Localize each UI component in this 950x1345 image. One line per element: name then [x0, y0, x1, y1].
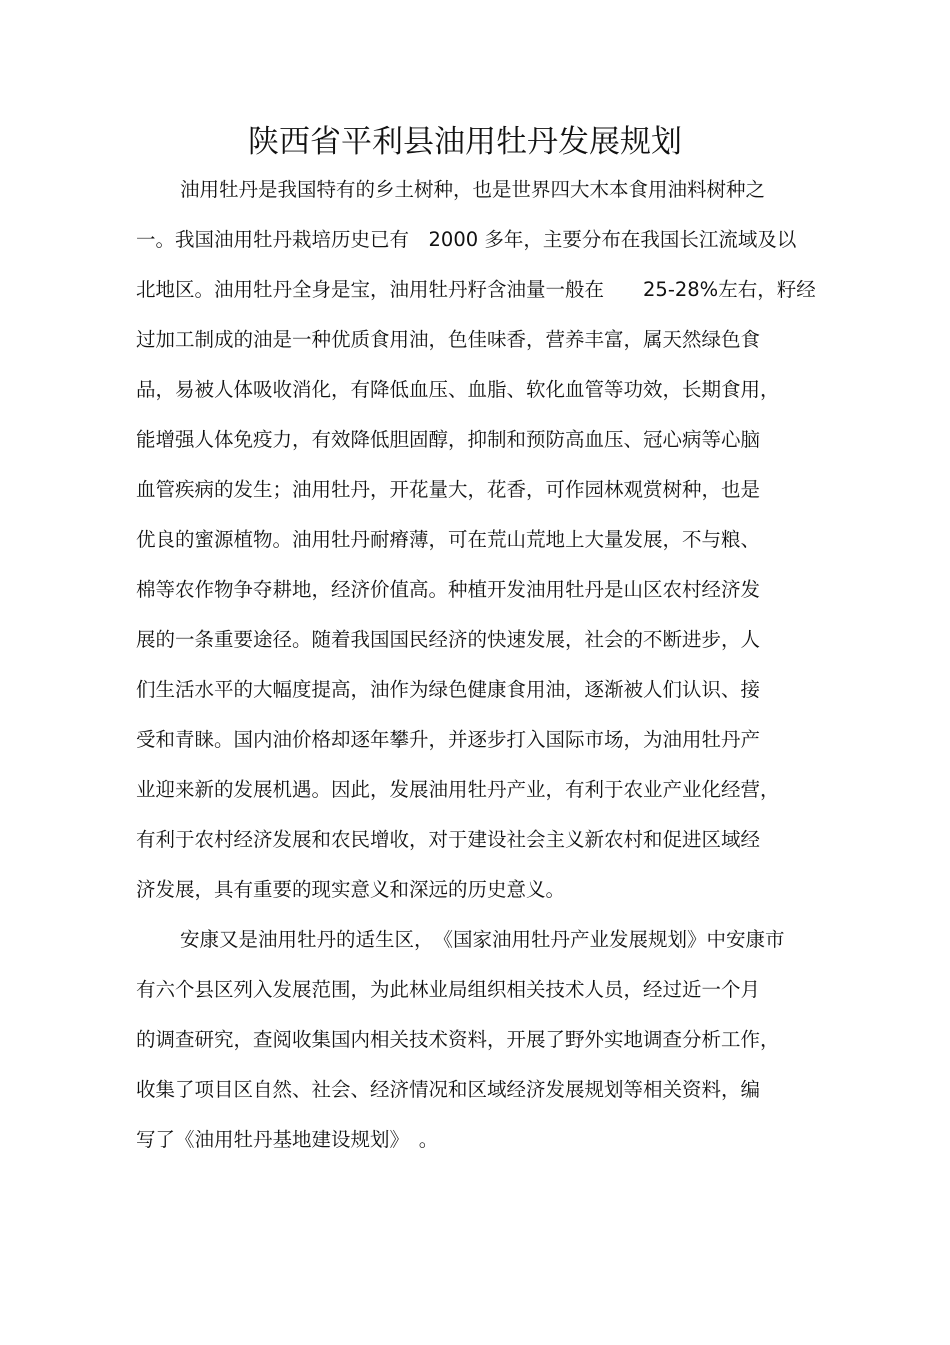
paragraph-2-line-3: 的调查研究，查阅收集国内相关技术资料，开展了野外实地调查分析工作， [136, 1028, 780, 1051]
paragraph-1-line-9: 棉等农作物争夺耕地，经济价值高。种植开发油用牡丹是山区农村经济发 [136, 578, 761, 601]
paragraph-1-line-6: 能增强人体免疫力，有效降低胆固醇，抑制和预防高血压、冠心病等心脑 [136, 428, 761, 451]
paragraph-1-line-12: 受和青睐。国内油价格却逐年攀升，并逐步打入国际市场，为油用牡丹产 [136, 728, 761, 751]
paragraph-2-line-2: 有六个县区列入发展范围，为此林业局组织相关技术人员，经过近一个月 [136, 978, 761, 1001]
paragraph-1-line-2: 一。我国油用牡丹栽培历史已有 2000 多年，主要分布在我国长江流域及以 [136, 228, 797, 251]
paragraph-1-line-4: 过加工制成的油是一种优质食用油，色佳味香，营养丰富，属天然绿色食 [136, 328, 761, 351]
paragraph-2-line-1: 安康又是油用牡丹的适生区， 《国家油用牡丹产业发展规划》中安康市 [180, 928, 785, 951]
paragraph-1-line-10: 展的一条重要途径。随着我国国民经济的快速发展，社会的不断进步，人 [136, 628, 761, 651]
paragraph-1-line-13: 业迎来新的发展机遇。因此，发展油用牡丹产业，有利于农业产业化经营， [136, 778, 780, 801]
paragraph-1-line-15: 济发展，具有重要的现实意义和深远的历史意义。 [136, 878, 566, 901]
paragraph-1-line-14: 有利于农村经济发展和农民增收，对于建设社会主义新农村和促进区域经 [136, 828, 761, 851]
paragraph-1-line-8: 优良的蜜源植物。油用牡丹耐瘠薄，可在荒山荒地上大量发展，不与粮、 [136, 528, 761, 551]
paragraph-1-line-3: 北地区。油用牡丹全身是宝，油用牡丹籽含油量一般在 25-28%左右，籽经 [136, 278, 816, 301]
document-title: 陕西省平利县油用牡丹发展规划 [248, 124, 682, 160]
paragraph-1-line-5: 品，易被人体吸收消化，有降低血压、血脂、软化血管等功效，长期食用， [136, 378, 780, 401]
paragraph-1-line-7: 血管疾病的发生；油用牡丹，开花量大，花香，可作园林观赏树种，也是 [136, 478, 761, 501]
paragraph-2-line-4: 收集了项目区自然、社会、经济情况和区域经济发展规划等相关资料，编 [136, 1078, 761, 1101]
paragraph-2-line-5: 写了《油用牡丹基地建设规划》 。 [136, 1128, 439, 1151]
paragraph-1-line-1: 油用牡丹是我国特有的乡土树种，也是世界四大木本食用油料树种之 [180, 178, 766, 201]
paragraph-1-line-11: 们生活水平的大幅度提高，油作为绿色健康食用油，逐渐被人们认识、接 [136, 678, 761, 701]
